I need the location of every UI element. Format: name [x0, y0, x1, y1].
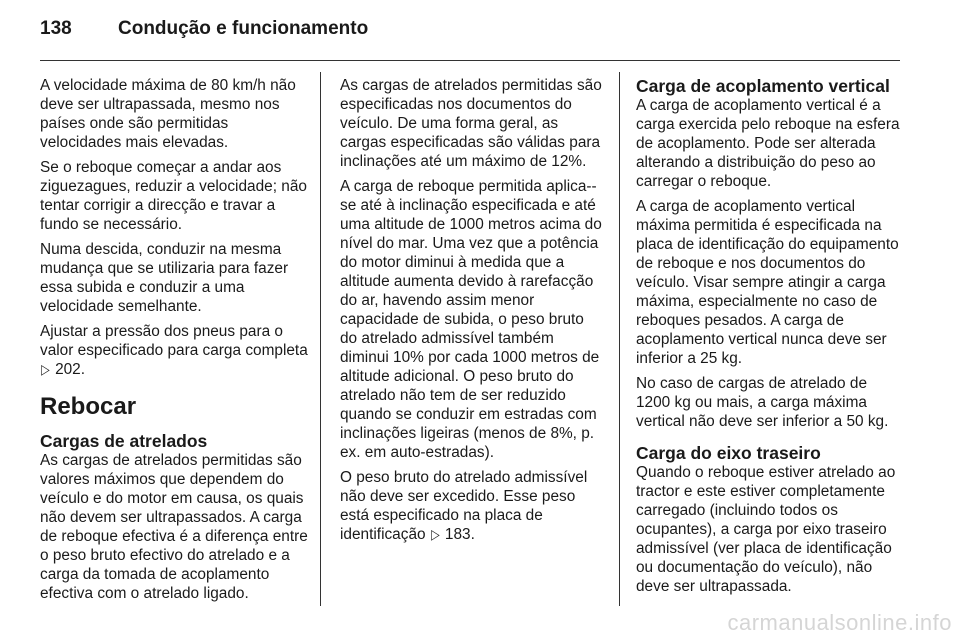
paragraph: A carga de acoplamento vertical é a carga exercida pelo reboque na esfera de acoplamento. Pode ser alterada alterando a distribuição do peso ao carregar o reboque.: [636, 97, 900, 190]
paragraph: [340, 468, 604, 544]
paragraph: Numa descida, conduzir na mesma mudança que se utilizaria para fazer essa subida e conduzir a uma velocidade semelhante.: [40, 241, 289, 315]
subheading: Carga de acoplamento vertical: [636, 76, 890, 96]
paragraph: A velocidade máxima de 80 km/h não deve ser ultrapassada, mesmo nos países onde são permitidas velocidades mais elevadas.: [40, 77, 296, 151]
subheading: Carga do eixo traseiro: [636, 443, 821, 463]
column-divider-1: [320, 72, 321, 606]
cross-reference-arrow-icon: ▷: [41, 361, 50, 377]
column-2: [340, 76, 604, 550]
paragraph-text: O peso bruto do atrelado admissível não deve ser excedido. Esse peso está especificado na placa de identificação: [340, 469, 588, 543]
page-reference-link[interactable]: 183.: [444, 526, 475, 543]
column-3: [636, 76, 902, 602]
watermark: carmanualsonline.info: [727, 610, 952, 635]
paragraph: As cargas de atrelados permitidas são valores máximos que dependem do veículo e do motor em causa, os quais não devem ser ultrapassados. A carga de reboque efectiva é a diferença entre o peso bruto efectivo do atrelado e a carga da tomada de acoplamento efectiva com o atrelado ligado.: [40, 452, 308, 602]
paragraph: No caso de cargas de atrelado de 1200 kg ou mais, a carga máxima vertical não deve ser inferior a 50 kg.: [636, 375, 889, 430]
subheading: Cargas de atrelados: [40, 431, 208, 451]
column-divider-2: [619, 72, 620, 606]
chapter-title: Condução e funcionamento: [118, 18, 369, 39]
column-1: [40, 76, 308, 609]
paragraph: A carga de acoplamento vertical máxima permitida é especificada na placa de identificação do equipamento de reboque e nos documentos do veículo. Visar sempre atingir a carga máxima, especialmente no caso de reboques pesados. A carga de acoplamento vertical nunca deve ser inferior a 25 kg.: [636, 198, 899, 367]
header-rule: [40, 60, 900, 61]
page-number: 138: [40, 18, 72, 39]
paragraph: Quando o reboque estiver atrelado ao tractor e este estiver completamente carregado (incluindo todos os ocupantes), a carga por eixo traseiro admissível (ver placa de identificação ou documentação do veículo), não deve ser ultrapassada.: [636, 464, 896, 595]
paragraph: [40, 322, 308, 379]
cross-reference-arrow-icon: ▷: [430, 526, 440, 542]
paragraph: As cargas de atrelados permitidas são especificadas nos documentos do veículo. De uma forma geral, as cargas especificadas são válidas para inclinações até um máximo de 12%.: [340, 77, 602, 170]
page-header: [40, 18, 368, 48]
page-reference-link[interactable]: 202.: [55, 361, 86, 378]
section-title: Rebocar: [40, 393, 137, 420]
paragraph-text: Ajustar a pressão dos pneus para o valor especificado para carga completa: [40, 323, 308, 359]
paragraph: A carga de reboque permitida aplica--se até à inclinação especificada e até uma altitude de 1000 metros acima do nível do mar. Uma vez que a potência do motor diminui à medida que a altitude aumenta devido à rarefacção do ar, havendo assim menor capacidade de subida, o peso bruto do atrelado admissível também diminui 10% por cada 1000 metros de altitude adicional. O peso bruto do atrelado não tem de ser reduzido quando se conduzir em estradas com inclinações ligeiras (menos de 8%, p. ex. em auto-estradas).: [340, 178, 602, 461]
paragraph: Se o reboque começar a andar aos ziguezagues, reduzir a velocidade; não tentar corrigir a direcção e travar a fundo se necessário.: [40, 159, 307, 233]
